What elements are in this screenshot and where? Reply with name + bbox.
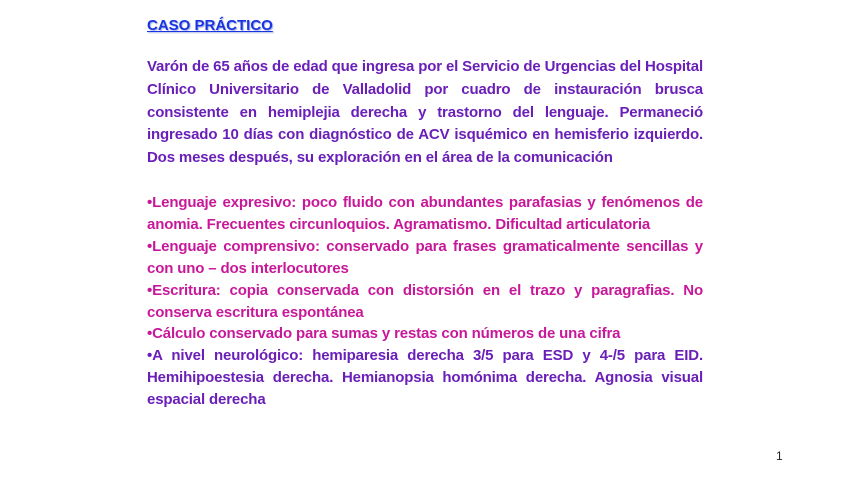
page-number: 1	[776, 449, 783, 463]
finding-writing	[147, 280, 703, 324]
bullet-dot: •	[147, 237, 153, 255]
findings-list	[147, 192, 703, 411]
bullet-dot: •	[147, 325, 153, 343]
finding-neurological	[147, 345, 703, 411]
finding-comprehensive-language	[147, 236, 703, 280]
bullet-dot: •	[147, 281, 153, 299]
finding-text: Lenguaje comprensivo: conservado para frases gramaticalmente sencillas y con uno – dos interlocutores	[147, 237, 703, 277]
bullet-dot: •	[147, 193, 153, 211]
bullet-dot: •	[147, 347, 153, 365]
finding-text: Lenguaje expresivo: poco fluido con abundantes parafasias y fenómenos de anomia. Frecuentes circunloquios. Agramatismo. Dificultad articulatoria	[147, 193, 703, 233]
finding-text: A nivel neurológico: hemiparesia derecha 3/5 para ESD y 4-/5 para EID. Hemihipoestesia derecha. Hemianopsia homónima derecha. Agnosia visual espacial derecha	[147, 347, 703, 409]
finding-expressive-language	[147, 192, 703, 236]
finding-calculation	[147, 323, 703, 345]
case-intro-paragraph: Varón de 65 años de edad que ingresa por el Servicio de Urgencias del Hospital Clínico Universitario de Valladolid por cuadro de instauración brusca consistente en hemiplejia derecha y trastorno del lenguaje. Permaneció ingresado 10 días con diagnóstico de ACV isquémico en hemisferio izquierdo. Dos meses después, su exploración en el área de la comunicación	[147, 58, 703, 167]
finding-text: Cálculo conservado para sumas y restas con números de una cifra	[152, 325, 621, 343]
slide-content	[147, 15, 703, 411]
finding-text: Escritura: copia conservada con distorsión en el trazo y paragrafias. No conserva escritura espontánea	[147, 281, 703, 321]
slide-title: CASO PRÁCTICO	[147, 17, 273, 34]
